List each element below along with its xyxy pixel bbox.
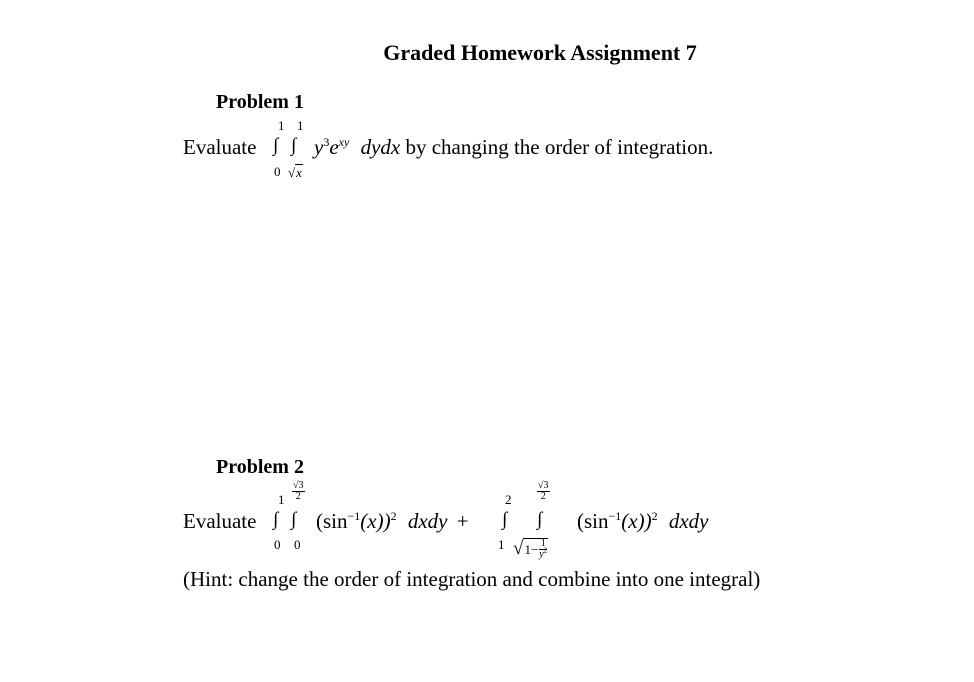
- p1-outer-integral-sign: ∫: [273, 135, 279, 156]
- p2b-integrand: $(\sin^{-1}(x))^2$ dxdy: [577, 509, 709, 533]
- radical-sign: √: [288, 165, 296, 180]
- problem-2-hint: (Hint: change the order of integration and combine into one integral): [183, 567, 761, 591]
- p1-inner-integral-sign: ∫: [291, 135, 297, 156]
- p1-tail-text: by changing the order of integration.: [405, 135, 714, 159]
- problem-2-heading: Problem 2: [216, 456, 304, 478]
- p2a-differentials: dxdy: [407, 509, 448, 533]
- p2a-inner-lower-limit: 0: [294, 537, 301, 552]
- p2b-outer-integral-sign: ∫: [502, 509, 508, 530]
- p2a-inner-upper-limit: $\frac{√3}{2}$: [293, 480, 304, 502]
- radical-sign: √: [513, 538, 524, 559]
- p2b-outer-lower-limit: 1: [498, 537, 505, 552]
- p1-inner-lower-limit: √ x: [288, 165, 302, 180]
- plus-sign: +: [456, 509, 469, 533]
- p2a-outer-integral-sign: ∫: [273, 509, 279, 530]
- p1-inner-upper-limit: 1: [297, 118, 304, 133]
- p2a-outer-lower-limit: 0: [274, 537, 281, 552]
- problem-1-integrand-and-tail: $y^3e^{xy}$ dydx by changing the order of integration.: [314, 135, 714, 159]
- p2b-inner-integral-sign: ∫: [537, 509, 543, 530]
- p1-outer-lower-limit: 0: [274, 164, 281, 179]
- p1-integrand-base: y: [314, 135, 324, 159]
- p2a-inner-integral-sign: ∫: [291, 509, 297, 530]
- p2b-differentials: dxdy: [668, 509, 709, 533]
- p2b-inner-lower-limit: √ 1− $\frac{1}{y^2}$: [513, 538, 548, 560]
- p1-integrand-exp-base: e: [329, 135, 339, 159]
- p2b-outer-upper-limit: 2: [505, 492, 512, 507]
- problem-1-lead: Evaluate: [183, 135, 257, 159]
- p2a-outer-upper-limit: 1: [278, 492, 285, 507]
- p2a-integrand: $(\sin^{-1}(x))^2$ dxdy +: [316, 509, 469, 533]
- problem-1-heading: Problem 1: [216, 91, 304, 113]
- problem-2-lead: Evaluate: [183, 509, 257, 533]
- page-title: Graded Homework Assignment 7: [383, 40, 697, 65]
- p1-outer-upper-limit: 1: [278, 118, 285, 133]
- p2b-inner-upper-limit: $\frac{√3}{2}$: [538, 480, 549, 502]
- p1-differentials: dydx: [360, 135, 401, 159]
